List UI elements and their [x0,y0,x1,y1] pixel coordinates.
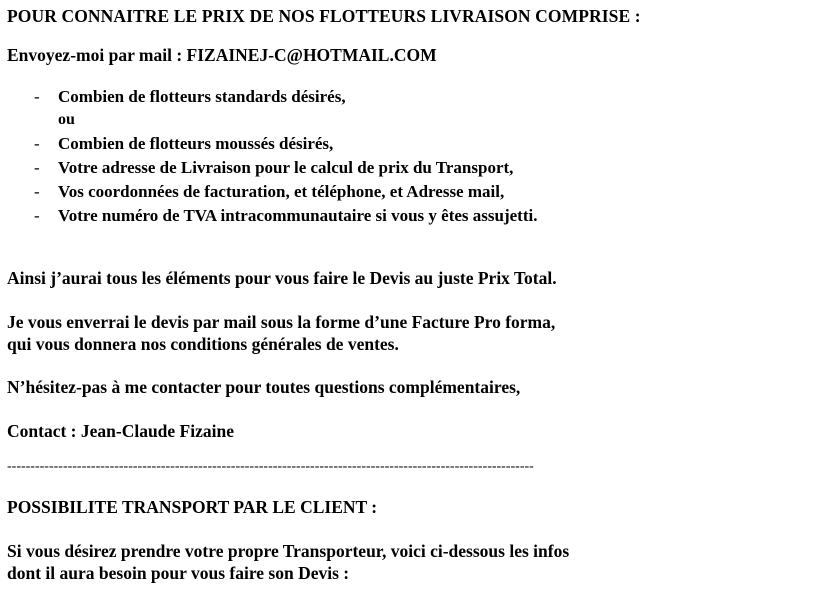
page-title: POUR CONNAITRE LE PRIX DE NOS FLOTTEURS LIVRAISON COMPRISE : [7,6,641,26]
list-item [30,132,790,156]
bullet-dash-icon: - [34,157,40,177]
bullet-dash-icon: - [34,182,40,202]
paragraph-contact-invite: N’hésitez-pas à me contacter pour toutes questions complémentaires, [7,377,521,397]
paragraph-facture-proforma-line1: Je vous enverrai le devis par mail sous la forme d’une Facture Pro forma, [7,312,556,332]
bullet-dash-icon: - [34,87,40,106]
paragraph-devis-elements: Ainsi j’aurai tous les éléments pour vous faire le Devis au juste Prix Total. [7,268,557,288]
paragraph-facture-proforma [7,312,555,356]
bullet-dash-icon: - [34,133,40,153]
requirements-list [30,85,790,228]
paragraph-facture-proforma-line2: qui vous donnera nos conditions générales de ventes. [7,333,399,354]
list-item-label: Votre adresse de Livraison pour le calcul de prix du Transport, [58,157,514,177]
list-item [30,180,790,204]
list-item [30,204,790,228]
paragraph-contact-name: Contact : Jean-Claude Fizaine [7,421,234,441]
contact-mail-line: Envoyez-moi par mail : FIZAINEJ-C@HOTMAIL.COM [7,45,437,65]
paragraph-transport-infos [7,541,569,585]
list-item-label: Combien de flotteurs standards désirés, [58,87,346,106]
bullet-dash-icon: - [34,206,40,226]
list-item-alternative-label: ou [58,111,75,129]
list-item [30,85,790,109]
list-item-label: Vos coordonnées de facturation, et téléphone, et Adresse mail, [58,182,505,202]
list-item [30,156,790,180]
horizontal-divider: ----------------------------------------------------------------------------------------------------------------- [7,460,534,474]
paragraph-transport-infos-line1: Si vous désirez prendre votre propre Transporteur, voici ci-dessous les infos [7,541,570,561]
section-title-transport: POSSIBILITE TRANSPORT PAR LE CLIENT : [7,497,378,517]
list-item-label: Combien de flotteurs moussés désirés, [58,133,334,153]
list-item-label: Votre numéro de TVA intracommunautaire si vous y êtes assujetti. [58,206,538,226]
paragraph-transport-infos-line2: dont il aura besoin pour vous faire son Devis : [7,562,350,583]
